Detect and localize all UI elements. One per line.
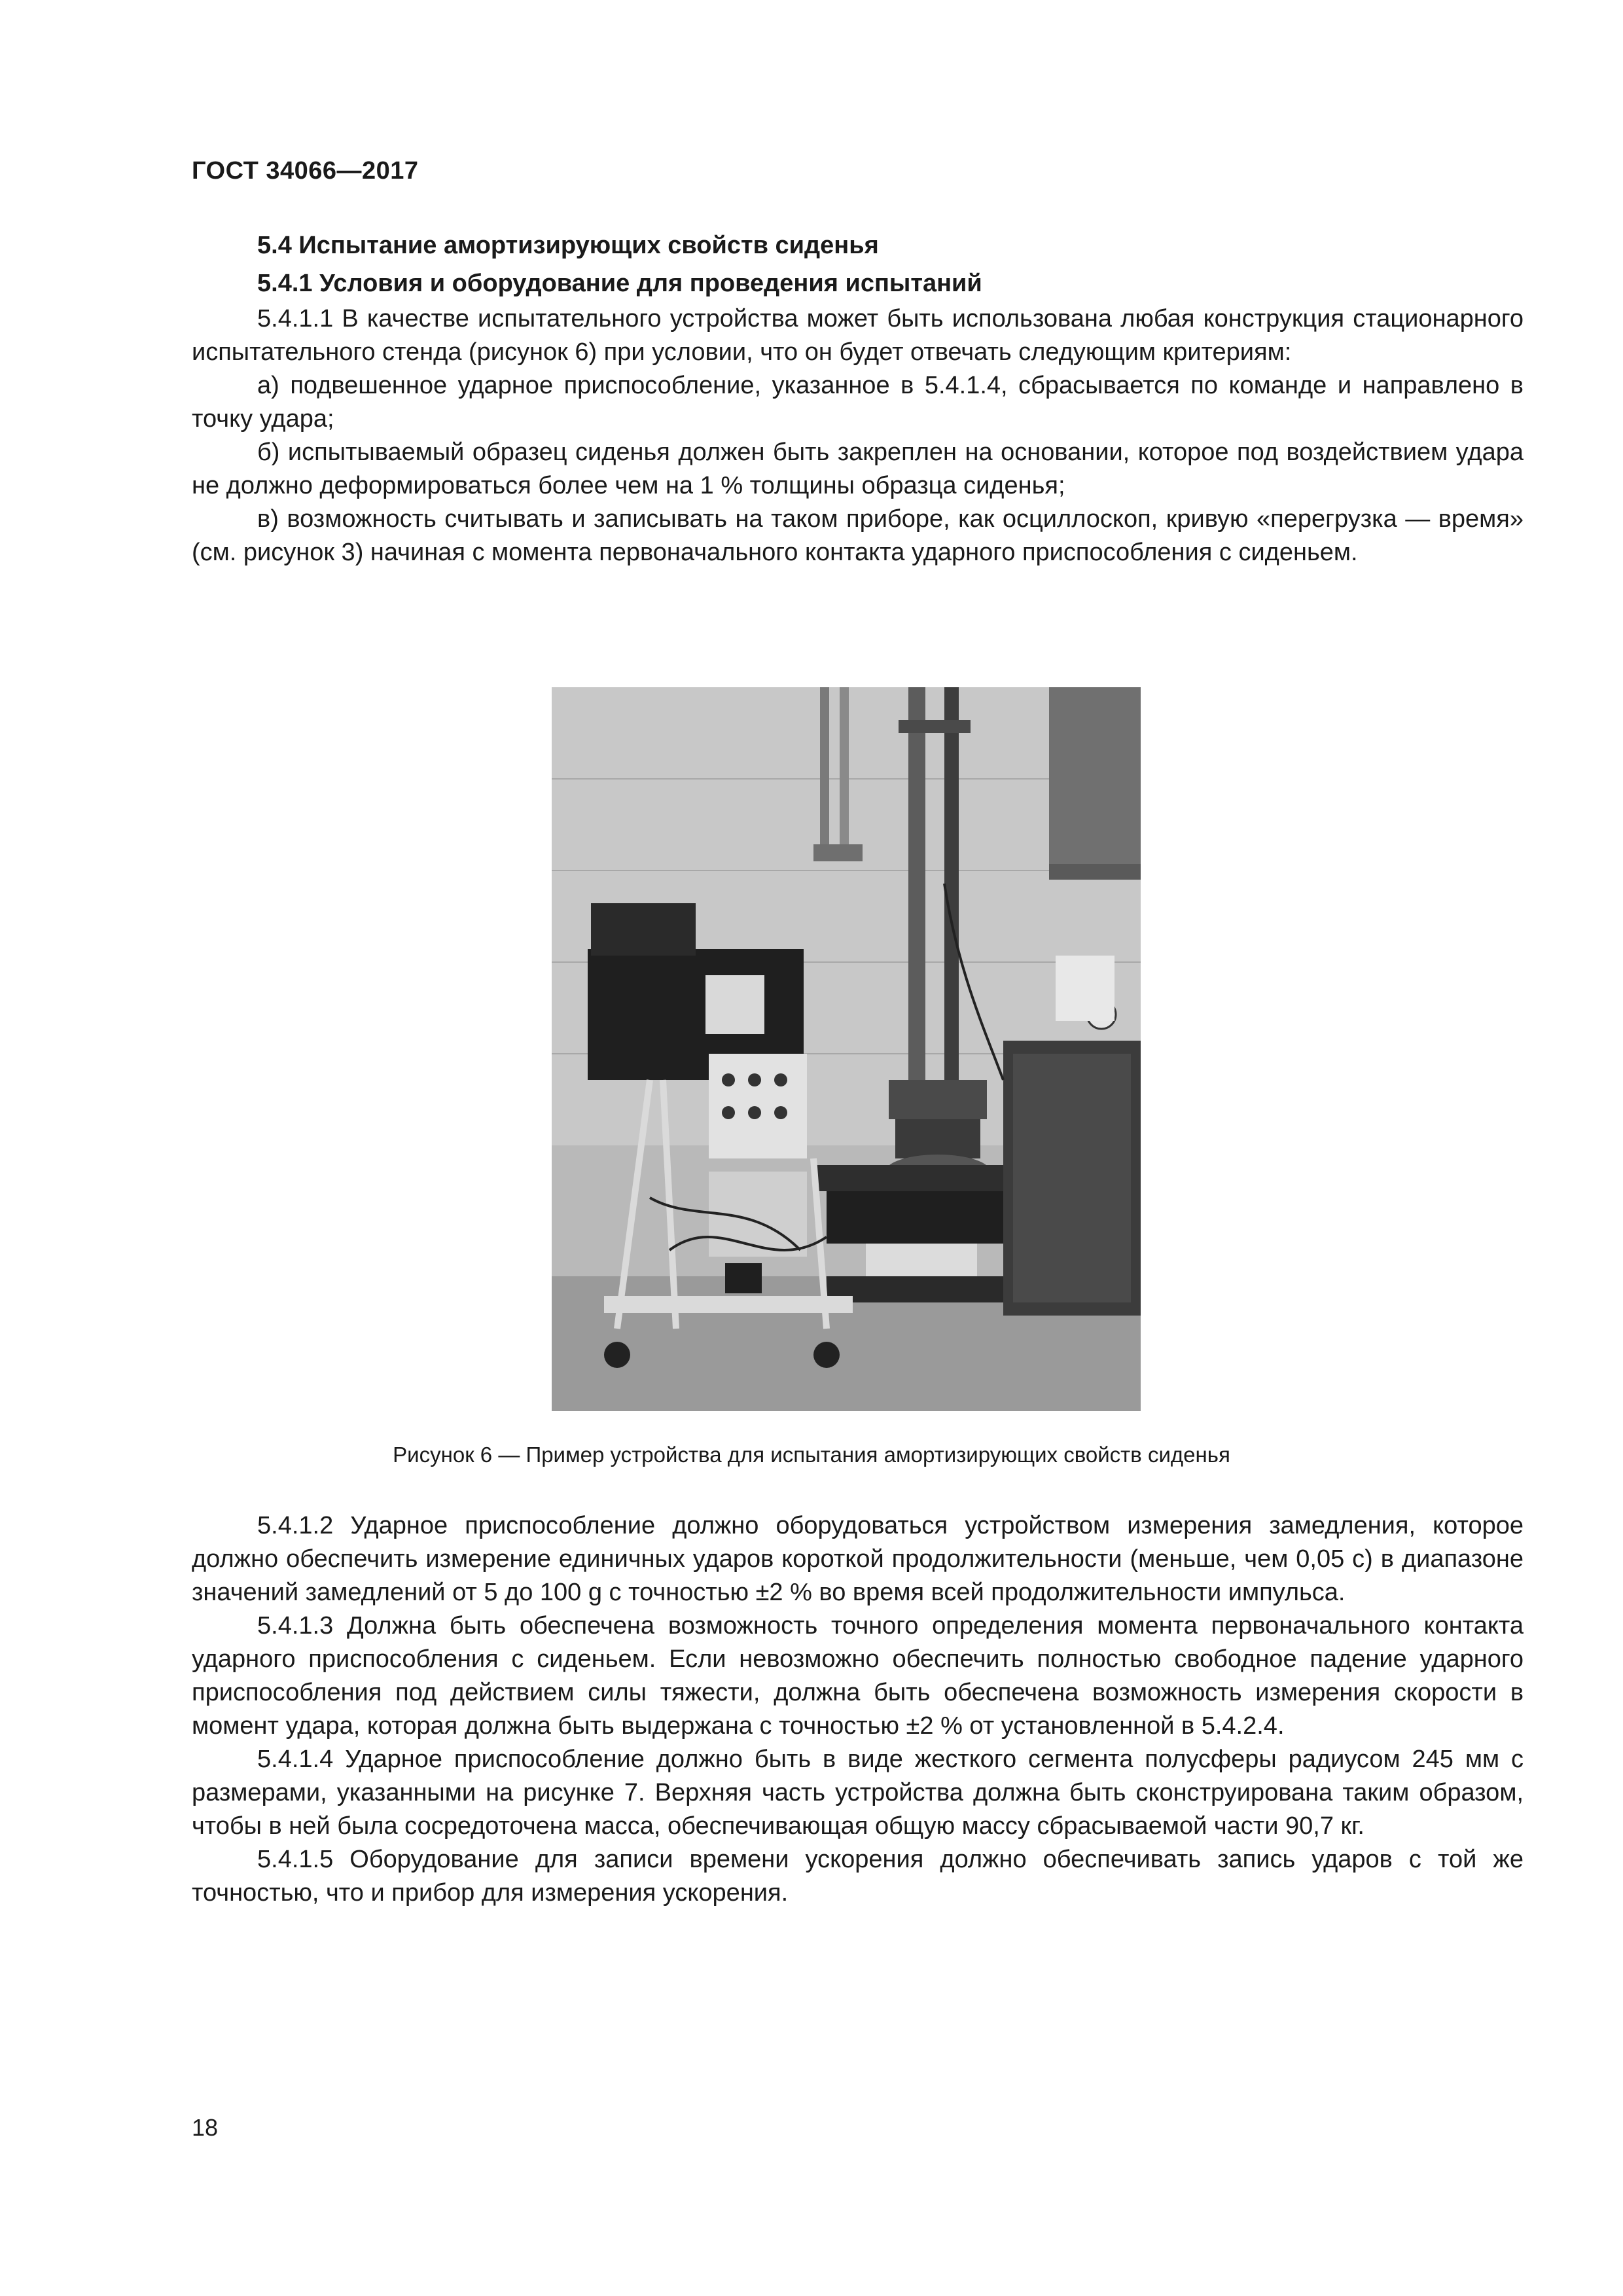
- paragraph-5-4-1-5: 5.4.1.5 Оборудование для записи времени ускорения должно обеспечивать запись ударов с той же точностью, что и прибор для измерения ускорения.: [192, 1846, 1524, 1907]
- top-text-block: [192, 302, 1524, 569]
- paragraph-5-4-1-4: 5.4.1.4 Ударное приспособление должно быть в виде жесткого сегмента полусферы радиусом 245 мм с размерами, указанными на рисунке 7. Верхняя часть устройства должна быть сконструирована таким образом, чтобы в ней была сосредоточена масса, обеспечивающая общую массу сбрасываемой части 90,7 кг.: [192, 1746, 1524, 1840]
- paragraph-5-4-1-3: 5.4.1.3 Должна быть обеспечена возможность точного определения момента первоначального контакта ударного приспособления с сиденьем. Если невозможно обеспечить полностью свободное падение ударного приспособления под действием силы тяжести, должна быть обеспечена возможность измерения скорости в момент удара, которая должна быть выдержана с точностью ±2 % от установленной в 5.4.2.4.: [192, 1612, 1524, 1740]
- bottom-text-block: [192, 1509, 1524, 1910]
- test-rig-photo: [552, 687, 1141, 1411]
- paragraph-5-4-1-2: 5.4.1.2 Ударное приспособление должно оборудоваться устройством измерения замедления, которое должно обеспечить измерение единичных ударов короткой продолжительности (меньше, чем 0,05 с) в диапазоне значений замедлений от 5 до 100 g с точностью ±2 % во время всей продолжительности импульса.: [192, 1512, 1524, 1606]
- section-title: 5.4 Испытание амортизирующих свойств сиденья: [257, 232, 879, 259]
- paragraph-item-b: б) испытываемый образец сиденья должен быть закреплен на основании, которое под воздействием удара не должно деформироваться более чем на 1 % толщины образца сиденья;: [192, 439, 1524, 499]
- subsection-title: 5.4.1 Условия и оборудование для проведения испытаний: [257, 270, 982, 297]
- paragraph-5-4-1-1: 5.4.1.1 В качестве испытательного устройства может быть использована любая конструкция стационарного испытательного стенда (рисунок 6) при условии, что он будет отвечать следующим критериям:: [192, 305, 1524, 366]
- standard-code: ГОСТ 34066—2017: [192, 157, 419, 185]
- page-number: 18: [192, 2114, 219, 2141]
- figure-caption: Рисунок 6 — Пример устройства для испытания амортизирующих свойств сиденья: [393, 1443, 1230, 1467]
- paragraph-item-a: а) подвешенное ударное приспособление, указанное в 5.4.1.4, сбрасывается по команде и направлено в точку удара;: [192, 372, 1524, 433]
- paragraph-item-v: в) возможность считывать и записывать на таком приборе, как осциллоскоп, кривую «перегрузка — время» (см. рисунок 3) начиная с момента первоначального контакта ударного приспособления с сиденьем.: [192, 505, 1524, 566]
